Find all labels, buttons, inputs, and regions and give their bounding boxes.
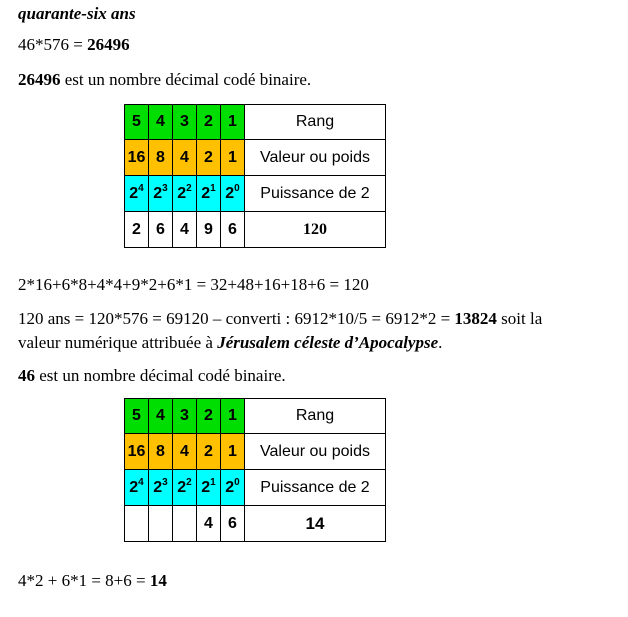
table-result: 14 (245, 506, 386, 542)
digits-row (125, 506, 386, 542)
digit-cell (125, 506, 149, 542)
digits-row (125, 212, 386, 248)
digit-cell: 4 (173, 212, 197, 248)
poids-cell: 8 (149, 140, 173, 176)
rang-cell: 1 (221, 399, 245, 434)
rang-row (125, 105, 386, 140)
digit-cell (149, 506, 173, 542)
poids-row (125, 434, 386, 470)
paragraph-line-1: 120 ans = 120*576 = 69120 – converti : 6912*10/5 = 6912*2 = 13824 soit la (18, 309, 543, 328)
rang-cell: 2 (197, 105, 221, 140)
statement-line-2: 46 est un nombre décimal codé binaire. (18, 366, 286, 385)
rang-cell: 4 (149, 399, 173, 434)
puissance-label: Puissance de 2 (245, 470, 386, 506)
digit-cell: 4 (197, 506, 221, 542)
rang-cell: 2 (197, 399, 221, 434)
poids-row (125, 140, 386, 176)
poids-cell: 1 (221, 434, 245, 470)
equation-line-2: 2*16+6*8+4*4+9*2+6*1 = 32+48+16+18+6 = 120 (18, 275, 369, 294)
power-cell: $2^0$ (221, 470, 245, 506)
poids-cell: 2 (197, 140, 221, 176)
power-cell: $2^3$ (149, 470, 173, 506)
power-cell: $2^2$ (173, 470, 197, 506)
power-cell: $2^4$ (125, 470, 149, 506)
rang-cell: 4 (149, 105, 173, 140)
table-result: 120 (245, 212, 386, 248)
digit-cell: 2 (125, 212, 149, 248)
power-cell: $2^0$ (221, 176, 245, 212)
rang-cell: 5 (125, 399, 149, 434)
rang-cell: 5 (125, 105, 149, 140)
poids-cell: 1 (221, 140, 245, 176)
digit-cell: 6 (149, 212, 173, 248)
poids-cell: 8 (149, 434, 173, 470)
poids-cell: 2 (197, 434, 221, 470)
rang-cell: 3 (173, 105, 197, 140)
puissance-row (125, 470, 386, 506)
power-cell: $2^1$ (197, 176, 221, 212)
rang-cell: 3 (173, 399, 197, 434)
power-cell: $2^2$ (173, 176, 197, 212)
power-cell: $2^3$ (149, 176, 173, 212)
poids-cell: 4 (173, 434, 197, 470)
poids-cell: 16 (125, 140, 149, 176)
bcd-table-2 (124, 398, 386, 542)
rang-cell: 1 (221, 105, 245, 140)
puissance-label: Puissance de 2 (245, 176, 386, 212)
equation-line-3: 4*2 + 6*1 = 8+6 = 14 (18, 571, 167, 590)
rang-label: Rang (245, 399, 386, 434)
digit-cell: 6 (221, 212, 245, 248)
poids-cell: 16 (125, 434, 149, 470)
poids-label: Valeur ou poids (245, 434, 386, 470)
digit-cell: 9 (197, 212, 221, 248)
puissance-row (125, 176, 386, 212)
poids-cell: 4 (173, 140, 197, 176)
rang-row (125, 399, 386, 434)
paragraph-line-2: valeur numérique attribuée à Jérusalem céleste d’Apocalypse. (18, 333, 443, 352)
rang-label: Rang (245, 105, 386, 140)
power-cell: $2^4$ (125, 176, 149, 212)
heading-title: quarante-six ans (18, 4, 136, 23)
power-cell: $2^1$ (197, 470, 221, 506)
poids-label: Valeur ou poids (245, 140, 386, 176)
digit-cell: 6 (221, 506, 245, 542)
statement-line-1: 26496 est un nombre décimal codé binaire. (18, 70, 312, 89)
bcd-table-1 (124, 104, 386, 248)
equation-line-1: 46*576 = 26496 (18, 35, 130, 54)
digit-cell (173, 506, 197, 542)
